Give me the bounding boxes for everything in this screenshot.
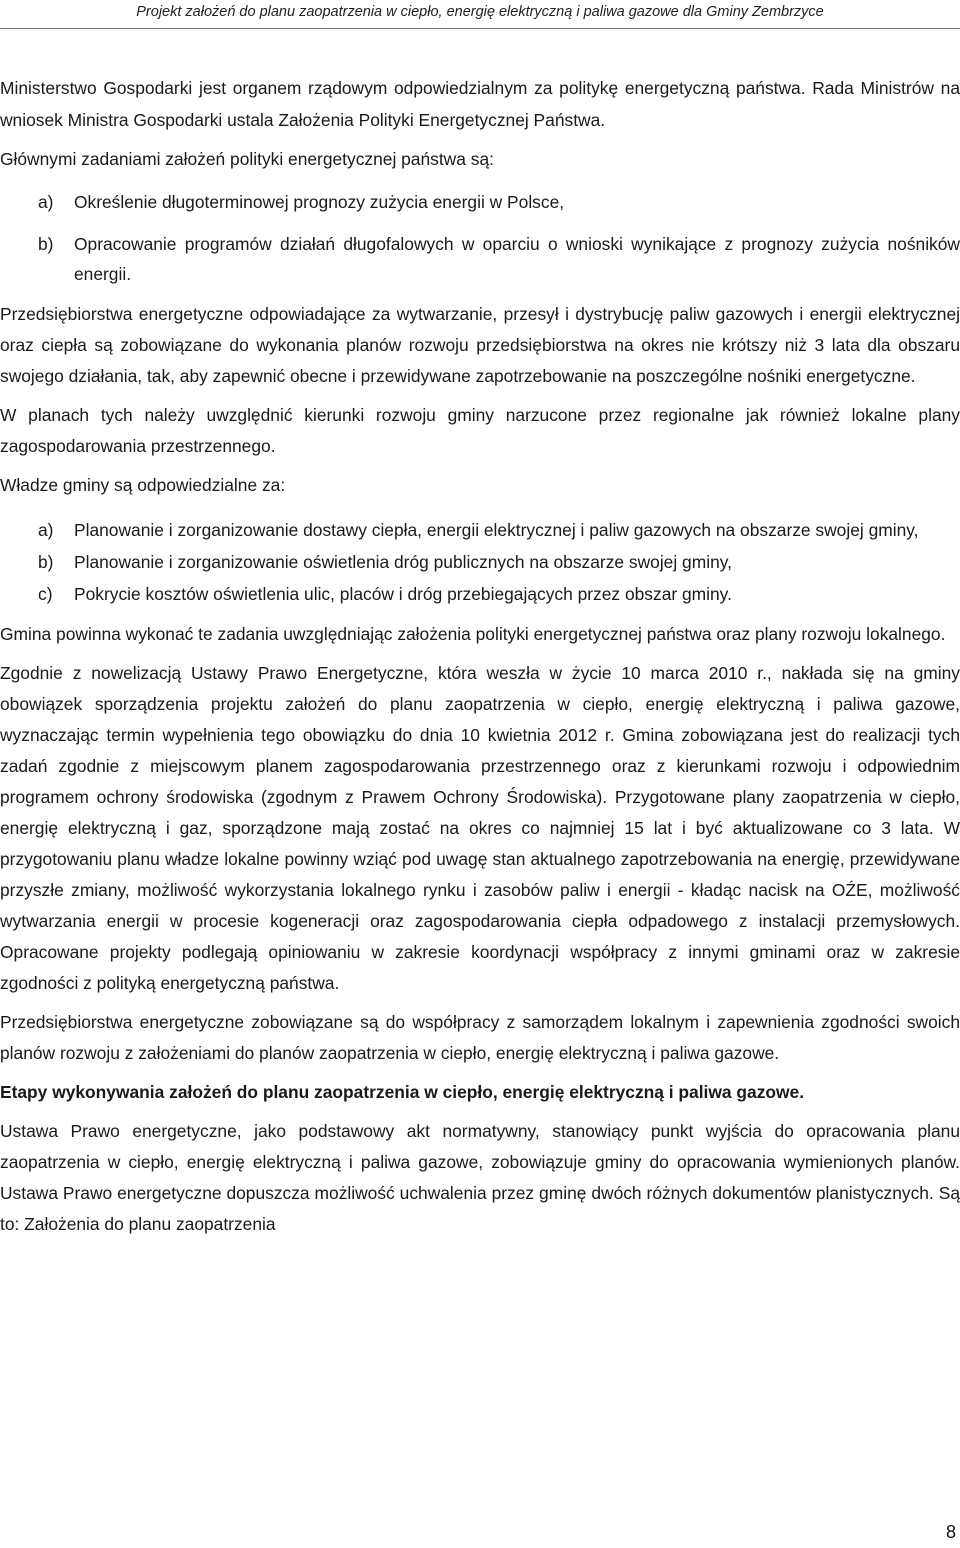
list-marker: b) xyxy=(38,552,54,572)
paragraph-law: Zgodnie z nowelizacją Ustawy Prawo Energetyczne, która weszła w życie 10 marca 2010 r., nakłada się na gminy obowiązek sporządzenia projektu założeń do planu zaopatrzenia w ciepło, energię elektryczną i paliwa gazowe, wyznaczając termin wypełnienia tego obowiązku do dnia 10 kwietnia 2012 r. Gmina zobowiązana jest do realizacji tych zadań zgodnie z miejscowym planem zagospodarowania przestrzennego oraz z kierunkami rozwoju i odpowiednim programem ochrony środowiska (zgodnym z Prawem Ochrony Środowiska). Przygotowane plany zaopatrzenia w ciepło, energię elektryczną i gaz, sporządzone mają zostać na okres co najmniej 15 lat i być aktualizowane co 3 lata. W przygotowaniu planu władze lokalne powinny wziąć pod uwagę stan aktualnego zapotrzebowania na energię, przewidywane przyszłe zmiany, możliwość wykorzystania lokalnego rynku i zasobów paliw i energii - kładąc nacisk na OŹE, możliwość wytwarzania energii w procesie kogeneracji oraz zagospodarowania ciepła odpadowego z instalacji przemysłowych. Opracowane projekty podlegają opiniowaniu w zakresie koordynacji współpracy z innymi gminami oraz w zakresie zgodności z polityką energetyczną państwa. xyxy=(0,663,960,993)
list-item xyxy=(0,579,960,609)
list-marker: a) xyxy=(38,520,54,540)
list-marker: a) xyxy=(38,192,54,212)
paragraph-ministry: Ministerstwo Gospodarki jest organem rządowym odpowiedzialnym za politykę energetyczną państwa. Rada Ministrów na wniosek Ministra Gospodarki ustala Założenia Polityki Energetycznej Państwa. xyxy=(0,78,960,130)
tasks-list xyxy=(0,187,960,289)
list-item xyxy=(0,229,960,289)
section-heading: Etapy wykonywania założeń do planu zaopatrzenia w ciepło, energię elektryczną i paliwa gazowe. xyxy=(0,1082,805,1102)
paragraph-act: Ustawa Prawo energetyczne, jako podstawowy akt normatywny, stanowiący punkt wyjścia do opracowania planu zaopatrzenia w ciepło, energię elektryczną i paliwa gazowe, zobowiązuje gminy do opracowania wymienionych planów. Ustawa Prawo energetyczne dopuszcza możliwość uchwalenia przez gminę dwóch różnych dokumentów planistycznych. Są to: Założenia do planu zaopatrzenia xyxy=(0,1121,960,1234)
paragraph-tasks-intro: Głównymi zadaniami założeń polityki energetycznej państwa są: xyxy=(0,149,494,169)
list-item xyxy=(0,187,960,217)
paragraph-gmina: Gmina powinna wykonać te zadania uwzględniając założenia polityki energetycznej państwa oraz plany rozwoju lokalnego. xyxy=(0,624,946,644)
list-marker: b) xyxy=(38,234,54,254)
list-item-text: Planowanie i zorganizowanie oświetlenia dróg publicznych na obszarze swojej gminy, xyxy=(74,552,732,572)
running-header: Projekt założeń do planu zaopatrzenia w ciepło, energię elektryczną i paliwa gazowe dla Gminy Zembrzyce xyxy=(136,4,824,20)
header-divider xyxy=(0,28,960,29)
list-item xyxy=(0,515,960,545)
paragraph-authorities: Władze gminy są odpowiedzialne za: xyxy=(0,475,286,495)
list-marker: c) xyxy=(38,584,53,604)
list-item xyxy=(0,547,960,577)
list-item-text: Planowanie i zorganizowanie dostawy ciepła, energii elektrycznej i paliw gazowych na obszarze swojej gminy, xyxy=(74,520,919,540)
paragraph-cooperation: Przedsiębiorstwa energetyczne zobowiązane są do współpracy z samorządem lokalnym i zapewnienia zgodności swoich planów rozwoju z założeniami do planów zaopatrzenia w ciepło, energię elektryczną i paliwa gazowe. xyxy=(0,1012,960,1063)
list-item-text: Opracowanie programów działań długofalowych w oparciu o wnioski wynikające z prognozy zużycia nośników energii. xyxy=(74,234,960,284)
list-item-text: Pokrycie kosztów oświetlenia ulic, placów i dróg przebiegających przez obszar gminy. xyxy=(74,584,732,604)
document-body xyxy=(0,72,960,1240)
duties-list xyxy=(0,515,960,609)
page-number: 8 xyxy=(945,1522,956,1542)
paragraph-plans: W planach tych należy uwzględnić kierunki rozwoju gminy narzucone przez regionalne jak również lokalne plany zagospodarowania przestrzennego. xyxy=(0,405,960,456)
list-item-text: Określenie długoterminowej prognozy zużycia energii w Polsce, xyxy=(74,192,565,212)
paragraph-enterprises: Przedsiębiorstwa energetyczne odpowiadające za wytwarzanie, przesył i dystrybucję paliw gazowych i energii elektrycznej oraz ciepła są zobowiązane do wykonania planów rozwoju przedsiębiorstwa na okres nie krótszy niż 3 lata dla obszaru swojego działania, tak, aby zapewnić obecne i przewidywane zapotrzebowanie na poszczególne nośniki energetyczne. xyxy=(0,304,960,386)
